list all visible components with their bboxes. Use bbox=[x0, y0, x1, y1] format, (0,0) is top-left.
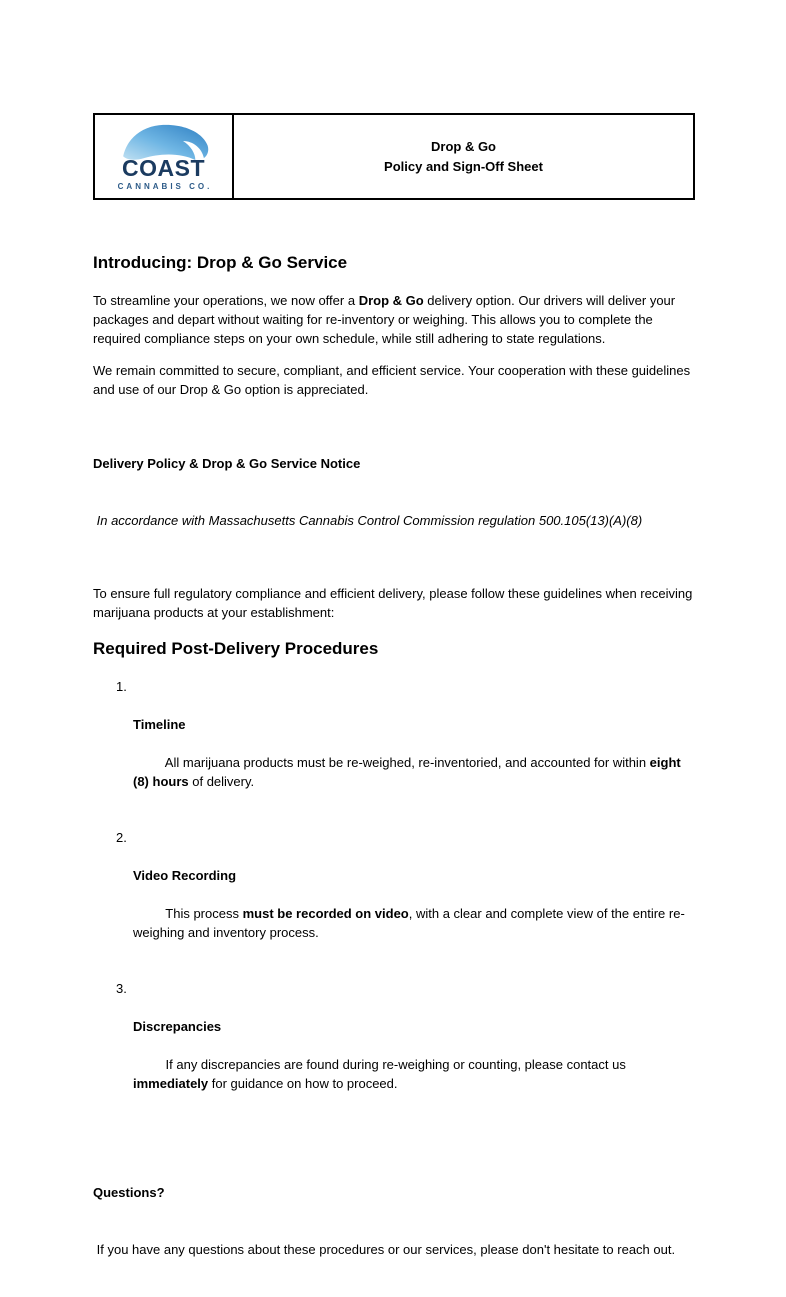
coast-logo bbox=[113, 123, 215, 191]
doc-title-line2: Policy and Sign-Off Sheet bbox=[384, 158, 543, 174]
procedures-heading: Required Post-Delivery Procedures bbox=[93, 639, 379, 658]
item-body bbox=[133, 828, 695, 961]
intro-p1-post: delivery option. Our drivers will deliver your packages and depart without waiting for re-inventory or weighing. This allows you to complete the required compliance steps on your own schedule, while still adhering to state regulations. bbox=[93, 293, 679, 346]
item-desc-bold: eight (8) hours bbox=[133, 755, 685, 789]
item-body bbox=[133, 677, 695, 810]
item-number: 3. bbox=[116, 981, 127, 996]
item-desc-pre: This process bbox=[161, 906, 243, 921]
procedures-list bbox=[93, 677, 695, 1112]
item-desc-pre: If any discrepancies are found during re-weighing or counting, please contact us bbox=[161, 1057, 630, 1072]
logo-subtitle: CANNABIS CO. bbox=[117, 181, 213, 191]
intro-paragraph-2: We remain committed to secure, compliant, and efficient service. Your cooperation with these guidelines and use of our Drop & Go option is appreciated. bbox=[93, 363, 694, 397]
questions-section bbox=[93, 1145, 695, 1297]
item-title: Timeline bbox=[133, 717, 186, 732]
drop-go-bold: Drop & Go bbox=[358, 293, 424, 308]
item-number: 1. bbox=[116, 679, 127, 694]
item-desc-bold: must be recorded on video bbox=[242, 906, 409, 921]
item-title: Discrepancies bbox=[133, 1019, 222, 1034]
item-desc-post: , with a clear and complete view of the entire re-weighing and inventory process. bbox=[133, 906, 685, 940]
header-table bbox=[93, 113, 695, 200]
policy-notice-heading: Delivery Policy & Drop & Go Service Notice bbox=[93, 456, 361, 471]
intro-p1-pre: To streamline your operations, we now offer a bbox=[93, 293, 359, 308]
guidelines-paragraph: To ensure full regulatory compliance and efficient delivery, please follow these guidelines when receiving marijuana products at your establishment: bbox=[93, 586, 696, 620]
policy-notice bbox=[93, 416, 695, 568]
item-desc-pre: All marijuana products must be re-weighed, re-inventoried, and accounted for within bbox=[161, 755, 650, 770]
procedure-item-video-recording bbox=[93, 828, 695, 961]
item-body bbox=[133, 979, 695, 1112]
item-desc-post: of delivery. bbox=[188, 774, 255, 789]
item-number: 2. bbox=[116, 830, 127, 845]
doc-title-line1: Drop & Go bbox=[431, 138, 496, 154]
intro-heading: Introducing: Drop & Go Service bbox=[93, 253, 348, 272]
questions-body: If you have any questions about these procedures or our services, please don't hesitate to reach out. bbox=[93, 1242, 676, 1257]
item-title: Video Recording bbox=[133, 868, 237, 883]
doc-title-cell bbox=[234, 115, 693, 198]
procedure-item-timeline bbox=[93, 677, 695, 810]
item-desc-bold: immediately bbox=[133, 1076, 209, 1091]
logo-cell bbox=[95, 115, 234, 198]
regulation-reference: In accordance with Massachusetts Cannabis Control Commission regulation 500.105(13)(A)(8) bbox=[93, 513, 643, 528]
questions-heading: Questions? bbox=[93, 1185, 165, 1200]
item-desc-post: for guidance on how to proceed. bbox=[208, 1076, 398, 1091]
intro-paragraph-1 bbox=[93, 291, 695, 348]
logo-name: COAST bbox=[122, 154, 205, 181]
procedure-item-discrepancies bbox=[93, 979, 695, 1112]
